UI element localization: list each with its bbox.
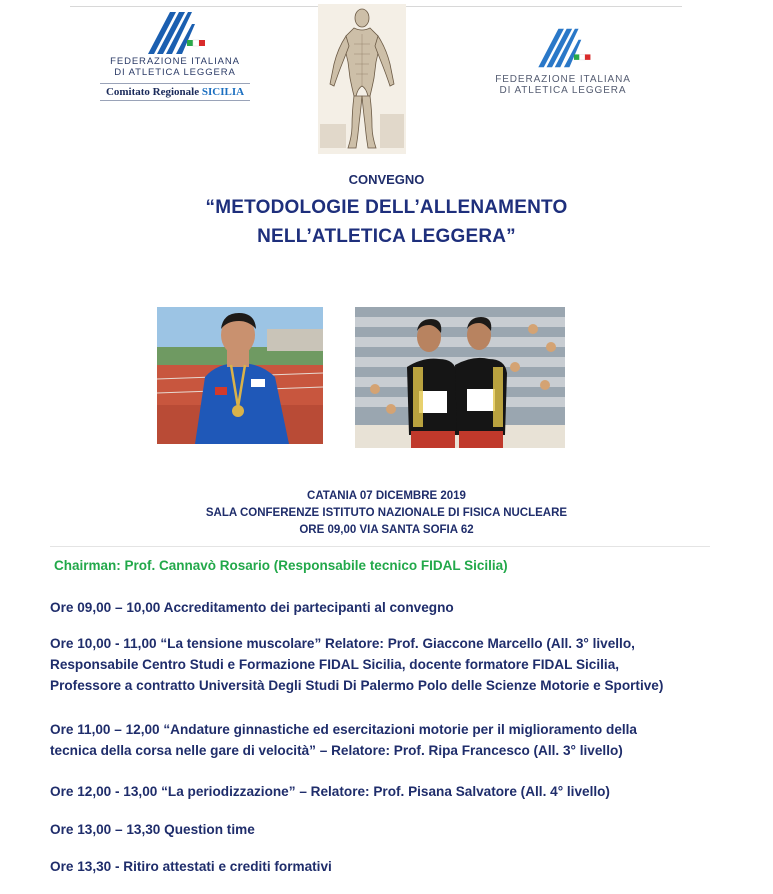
chairman-line: Chairman: Prof. Cannavò Rosario (Responsabile tecnico FIDAL Sicilia) [54,558,508,573]
programme-item [50,781,765,802]
programme-item [50,597,765,618]
event-kicker: CONVEGNO [348,172,425,187]
programme-line: Ore 10,00 - 11,00 “La tensione muscolare” Relatore: Prof. Giaccone Marcello (All. 3° livello, [50,636,635,651]
committee-region: SICILIA [201,86,245,98]
athlete-medal-photo [157,307,323,444]
fidal-logo-icon [140,10,210,56]
committee-label: Comitato Regionale [105,86,202,98]
event-date: CATANIA 07 DICEMBRE 2019 [307,490,466,502]
programme-line: Professore a contratto Università Degli Studi Di Palermo Polo delle Scienze Motorie e Sportive) [50,678,664,693]
event-title-line1: “METODOLOGIE DELL’ALLENAMENTO [205,197,568,218]
programme-item [50,819,765,840]
section-divider [50,546,710,547]
logo-left-line2: DI ATLETICA LEGGERA [114,67,236,78]
event-venue: SALA CONFERENZE ISTITUTO NAZIONALE DI FISICA NUCLEARE [205,507,568,519]
event-title [0,193,773,251]
logo-right-line1: FEDERAZIONE ITALIANA [495,74,631,85]
programme-line: Ore 13,00 – 13,30 Question time [50,822,255,837]
programme-line: Ore 12,00 - 13,00 “La periodizzazione” – Relatore: Prof. Pisana Salvatore (All. 4° livello) [50,784,610,799]
logo-left-committee [100,83,250,101]
programme-line: Responsabile Centro Studi e Formazione FIDAL Sicilia, docente formatore FIDAL Sicilia, [50,657,620,672]
event-info [0,488,773,539]
logo-left-line1: FEDERAZIONE ITALIANA [110,56,240,67]
programme-line: Ore 09,00 – 10,00 Accreditamento dei partecipanti al convegno [50,600,454,615]
programme-line: tecnica della corsa nelle gare di velocità” – Relatore: Prof. Ripa Francesco (All. 3° livello) [50,743,623,758]
programme-line: Ore 11,00 – 12,00 “Andature ginnastiche ed esercitazioni motorie per il miglioramento della [50,722,637,737]
two-athletes-photo [355,307,565,448]
event-title-line2: NELL’ATLETICA LEGGERA” [257,226,516,247]
fidal-sicilia-logo [100,10,250,101]
programme-line: Ore 13,30 - Ritiro attestati e crediti formativi [50,859,332,874]
fidal-logo-icon [531,22,595,74]
programme-item [50,719,765,761]
programme-item [50,856,765,877]
event-time-address: ORE 09,00 VIA SANTA SOFIA 62 [299,524,474,536]
fidal-logo [483,22,643,96]
programme-item [50,633,765,696]
anatomy-engraving [318,4,406,154]
logo-right-line2: DI ATLETICA LEGGERA [499,85,627,96]
